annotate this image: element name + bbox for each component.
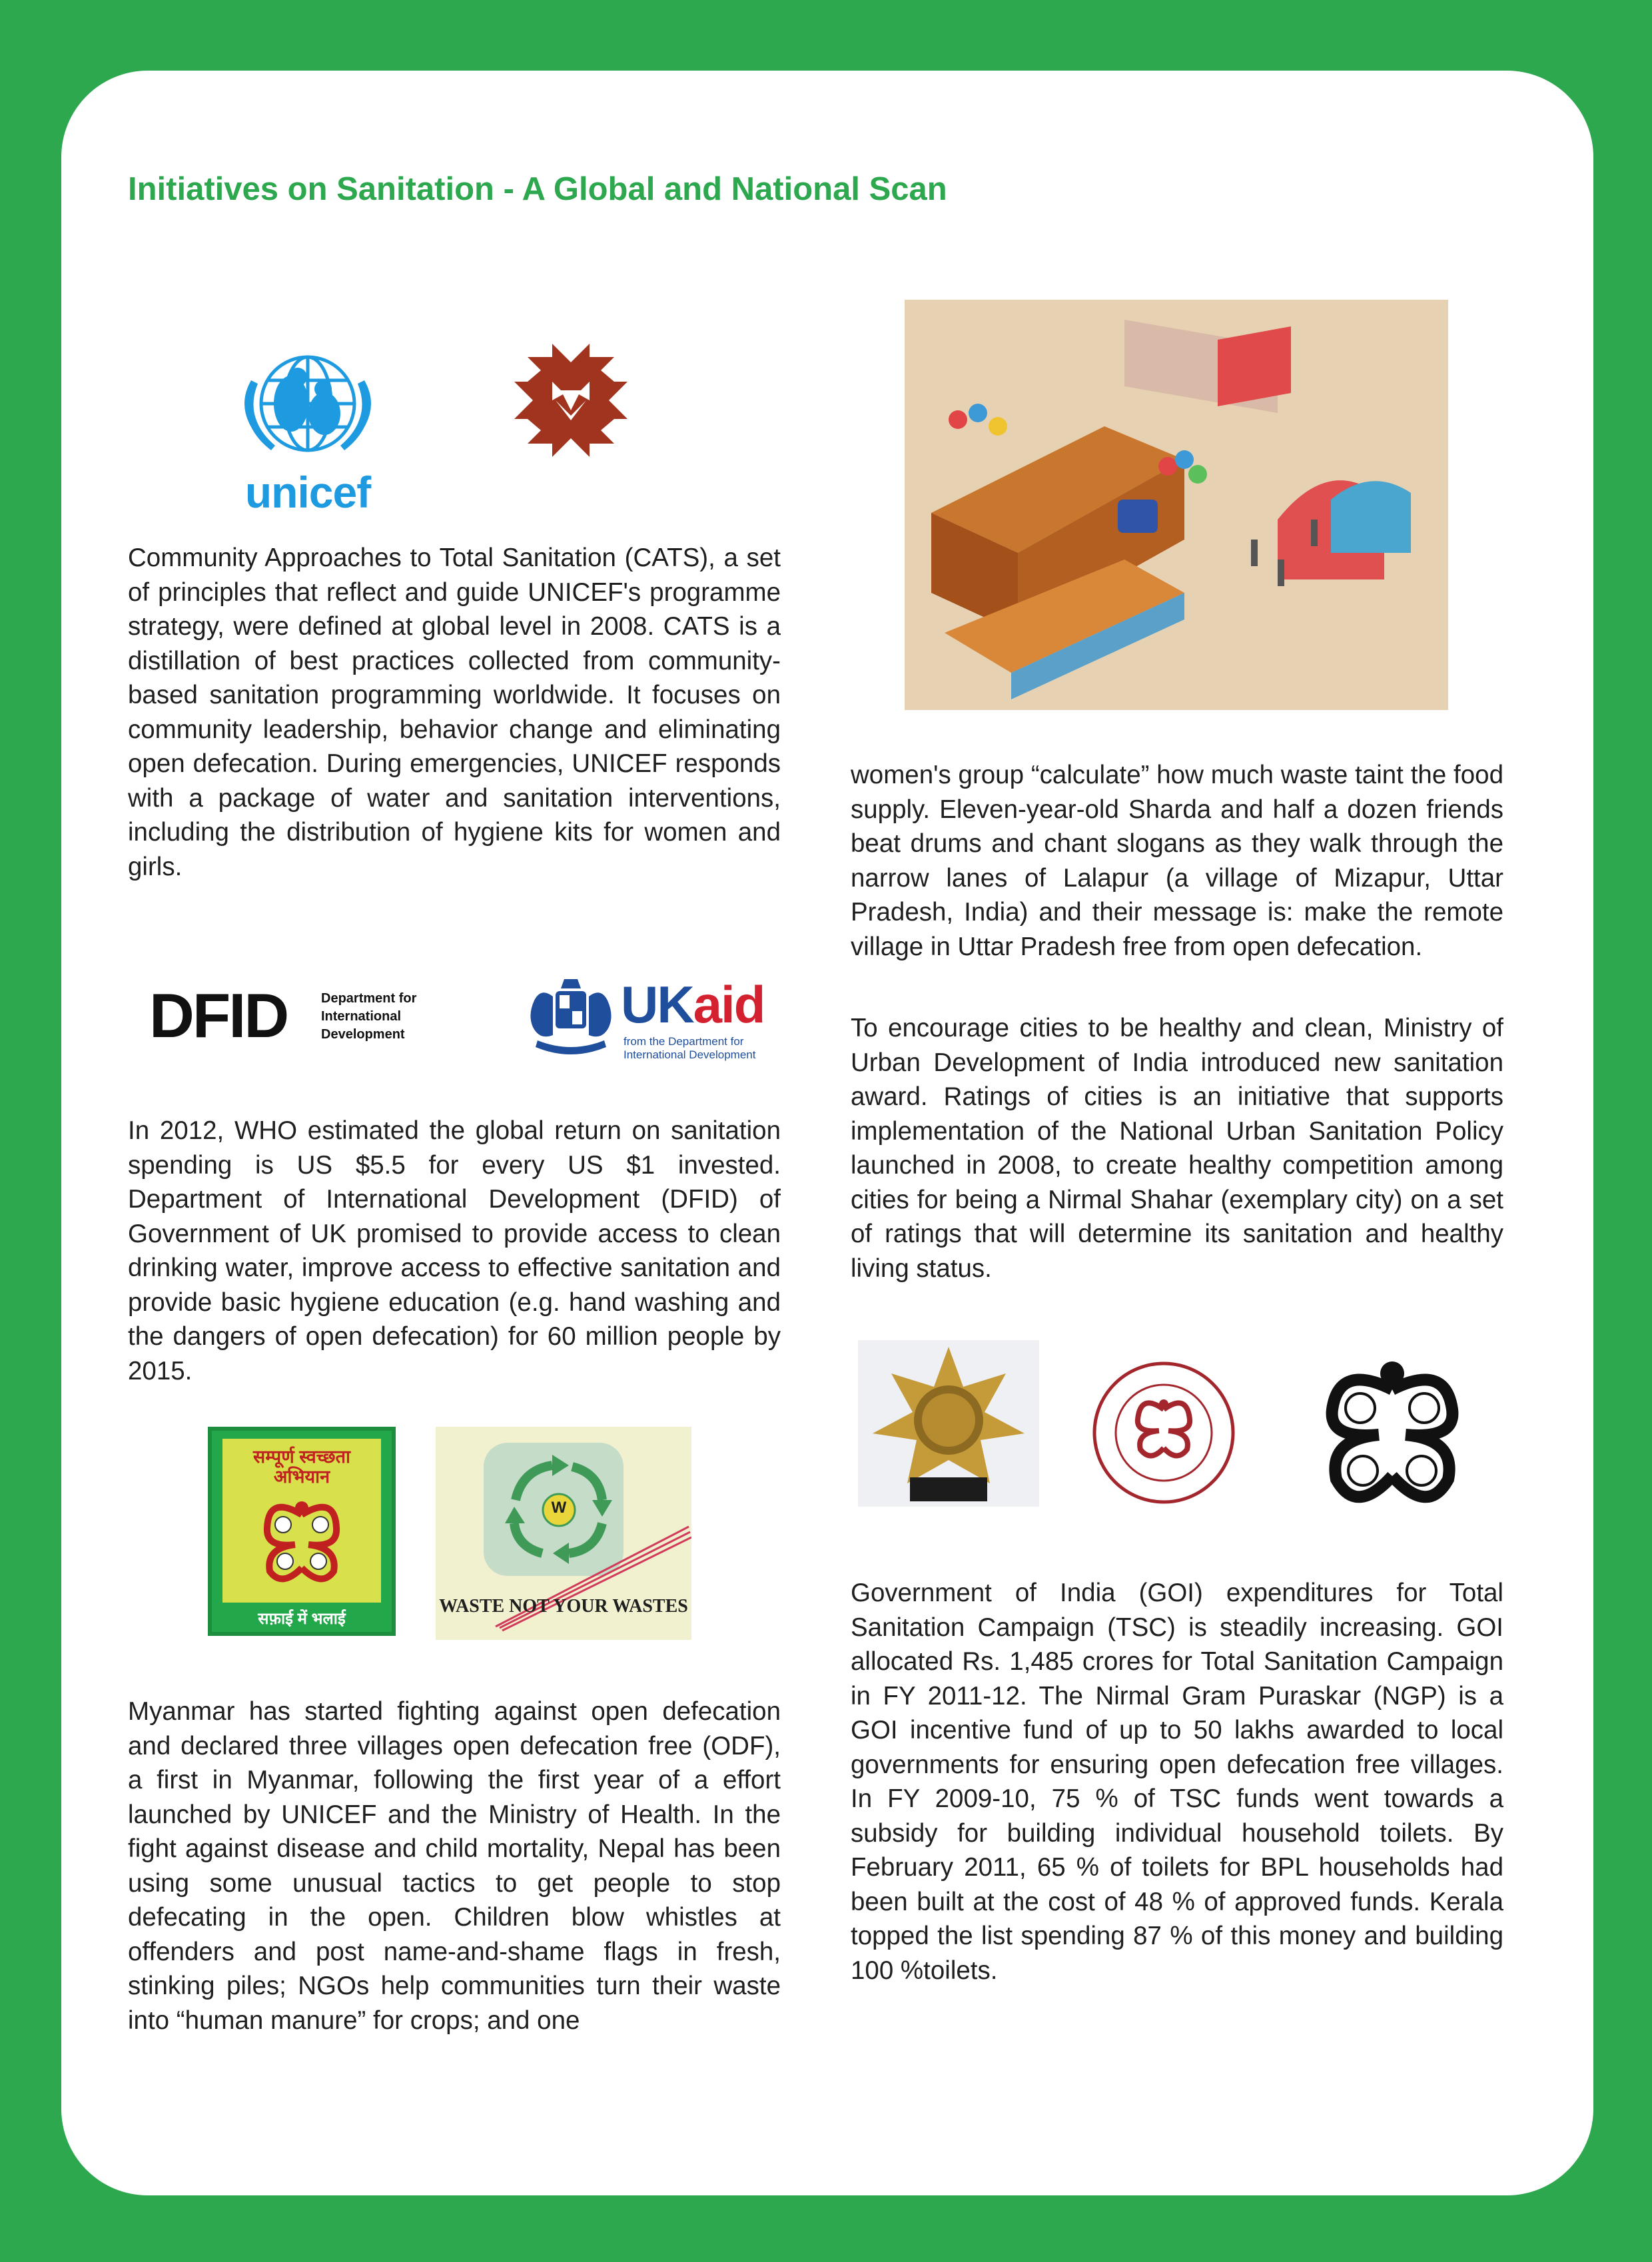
sampoorna-logo-heading xyxy=(222,1447,381,1487)
waste-not-logo xyxy=(436,1427,691,1640)
ukaid-caption-line-2: International Development xyxy=(623,1048,756,1061)
ukaid-aid: aid xyxy=(693,975,765,1034)
myanmar-paragraph: Myanmar has started fighting against open defecation and declared three villages open defecation free (ODF), a first in Myanmar, following the first year of a effort launched by UNICEF and the Ministry of Health. In the fight against disease and child mortality, Nepal has been using some unusual tactics to get people to stop defecating in the open. Children blow whistles at offenders and post name-and-shame flags in fresh, stinking piles; NGOs help communities turn their waste into “human manure” for crops; and one xyxy=(128,1697,781,2035)
dfid-logo xyxy=(149,980,482,1051)
unicef-wordmark: unicef xyxy=(244,468,371,517)
swachhata-butterfly-emblem xyxy=(1312,1356,1472,1523)
ukaid-uk: UK xyxy=(621,975,693,1034)
black-butterfly-icon xyxy=(1312,1356,1472,1523)
sanitation-park-illustration xyxy=(905,300,1448,710)
festival-stage-illustration-icon xyxy=(905,300,1448,710)
sampoorna-logo-panel xyxy=(222,1439,381,1603)
waste-not-caption: WASTE NOT YOUR WASTES xyxy=(439,1596,688,1617)
ukaid-logo xyxy=(521,974,801,1067)
unicef-logo xyxy=(221,340,394,520)
dfid-caption-line-1: Department for xyxy=(321,991,417,1006)
dfid-caption-line-2: International xyxy=(321,1009,402,1024)
dfid-wordmark: DFID xyxy=(149,980,288,1050)
sampoorna-heading-line-1: सम्पूर्ण स्वच्छता xyxy=(253,1447,350,1467)
urban-sanitation-paragraph: To encourage cities to be healthy and clean, Ministry of Urban Development of India introduced new sanitation award. Ratings of cities is an initiative that supports implementation of the National Urban Sanitation Policy launched in 2008, to create healthy competition among cities for being a Nirmal Shahar (exemplary city) on a set of ratings that will determine its sanitation and healthy living status. xyxy=(851,1014,1503,1283)
page-sheet xyxy=(61,71,1593,2195)
continued-paragraph: women's group “calculate” how much waste taint the food supply. Eleven-year-old Sharda and half a dozen friends beat drums and chant slogans as they walk through the narrow lanes of Lalapur (a village of Mizapur, Uttar Pradesh, India) and their message is: make the remote village in Uttar Pradesh free from open defecation. xyxy=(851,761,1503,961)
ukaid-caption xyxy=(623,1035,755,1062)
cats-paragraph: Community Approaches to Total Sanitation (CATS), a set of principles that reflect and guide UNICEF's programme strategy, were defined at global level in 2008. CATS is a distillation of best practices collected from community-based sanitation programming worldwide. It focuses on community leadership, behavior change and eliminating open defecation. During emergencies, UNICEF responds with a package of water and sanitation interventions, including the distribution of hygiene kits for women and girls. xyxy=(128,544,781,881)
sampoorna-heading-line-2: अभियान xyxy=(273,1467,330,1487)
star-medal-icon xyxy=(858,1340,1039,1507)
dfid-caption xyxy=(321,990,416,1044)
ukaid-wordmark xyxy=(621,975,765,1034)
geometric-cross-logo xyxy=(514,344,627,457)
who-paragraph: In 2012, WHO estimated the global return on sanitation spending is US $5.5 for every US $1 invested. Department of International Development (DFID) of Government of UK promised to provide access to clean drinking water, improve access to effective sanitation and provide basic hygiene education (e.g. hand washing and the dangers of open defecation) for 60 million people by 2015. xyxy=(128,1116,781,1385)
butterfly-emblem-icon xyxy=(255,1495,348,1588)
ukaid-caption-line-1: from the Department for xyxy=(623,1035,744,1048)
waste-not-badge: W xyxy=(551,1499,567,1517)
dfid-caption-line-3: Development xyxy=(321,1027,405,1042)
nirmal-gram-puraskar-medal xyxy=(858,1340,1039,1507)
page-title: Initiatives on Sanitation - A Global and National Scan xyxy=(128,171,947,207)
unicef-emblem-icon xyxy=(231,340,384,460)
sampoorna-logo-slogan: सफ़ाई में भलाई xyxy=(258,1610,346,1628)
goi-expenditure-paragraph: Government of India (GOI) expenditures for Total Sanitation Campaign (TSC) is steadily increasing. GOI allocated Rs. 1,485 crores for Total Sanitation Campaign in FY 2011-12. The Nirmal Gram Puraskar (NGP) is a GOI incentive fund of up to 50 lakhs awarded to local governments for ensuring open defecation free villages. In FY 2009-10, 75 % of TSC funds went towards a subsidy for building individual household toilets. By February 2011, 65 % of toilets for BPL households had been built at the cost of 48 % of approved funds. Kerala topped the list spending 87 % of this money and building 100 %toilets. xyxy=(851,1579,1503,1985)
geometric-ornament-icon xyxy=(514,344,627,457)
seal-emblem-icon xyxy=(1087,1356,1240,1509)
sampoorna-swachhata-logo xyxy=(208,1427,396,1636)
royal-crest-icon xyxy=(521,974,621,1060)
circular-seal-logo xyxy=(1087,1356,1240,1509)
